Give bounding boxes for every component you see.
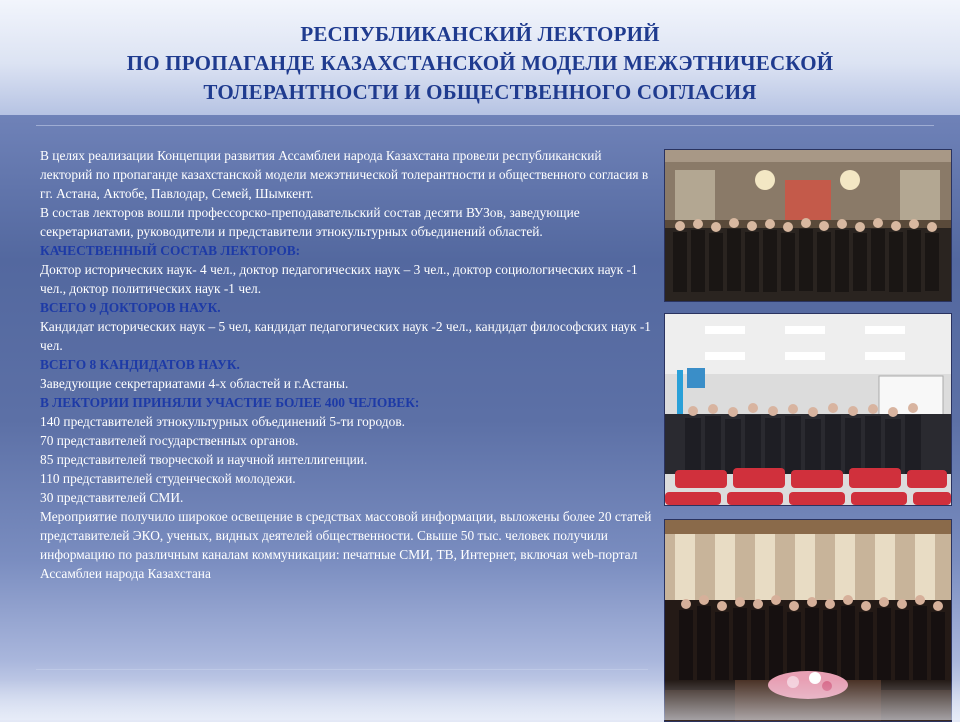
page-title	[0, 20, 960, 107]
doctors-paragraph: Доктор исторических наук- 4 чел., доктор педагогических наук – 3 чел., доктор социологических наук -1 чел., доктор политических наук -1 чел.	[40, 262, 638, 296]
lecturers-heading: КАЧЕСТВЕННЫЙ СОСТАВ ЛЕКТОРОВ:	[40, 243, 301, 258]
media-paragraph: Мероприятие получило широкое освещение в средствах массовой информации, выложены более 20 статей представителей ЭКО, ученых, видных деятелей общественности. Свыше 50 тыс. человек получили информацию по различным каналам коммуникации: печатные СМИ, ТВ, Интернет, включая web-портал Ассамблеи народа Казахстана	[40, 509, 652, 581]
top-divider	[36, 125, 934, 126]
intro-paragraph: В целях реализации Концепции развития Ассамблеи народа Казахстана провели республиканский лекторий по пропаганде казахстанской модели межэтнической толерантности и общественного согласия в гг. Астана, Актобе, Павлодар, Семей, Шымкент.	[40, 148, 649, 201]
bottom-divider	[36, 669, 648, 670]
title-line-3: ТОЛЕРАНТНОСТИ И ОБЩЕСТВЕННОГО СОГЛАСИЯ	[203, 80, 757, 104]
body-text	[40, 146, 656, 583]
lecturers-paragraph: В состав лекторов вошли профессорско-преподавательский состав десяти ВУЗов, заведующие секретариатами, руководители и представители этнокультурных объединений областей.	[40, 205, 580, 239]
group-photo-2	[664, 313, 952, 506]
participants-item: 30 представителей СМИ.	[40, 490, 184, 505]
title-line-1: РЕСПУБЛИКАНСКИЙ ЛЕКТОРИЙ	[300, 22, 660, 46]
title-line-2: ПО ПРОПАГАНДЕ КАЗАХСТАНСКОЙ МОДЕЛИ МЕЖЭТНИЧЕСКОЙ	[126, 51, 834, 75]
group-photo-1	[664, 149, 952, 302]
bottom-glow	[0, 680, 960, 720]
doctors-total: ВСЕГО 9 ДОКТОРОВ НАУК.	[40, 300, 221, 315]
candidates-total: ВСЕГО 8 КАНДИДАТОВ НАУК.	[40, 357, 240, 372]
participants-item: 110 представителей студенческой молодежи.	[40, 471, 296, 486]
participants-heading: В ЛЕКТОРИИ ПРИНЯЛИ УЧАСТИЕ БОЛЕЕ 400 ЧЕЛОВЕК:	[40, 395, 420, 410]
participants-item: 140 представителей этнокультурных объединений 5-ти городов.	[40, 414, 405, 429]
candidates-paragraph: Кандидат исторических наук – 5 чел, кандидат педагогических наук -2 чел., кандидат философских наук -1 чел.	[40, 319, 651, 353]
participants-item: 70 представителей государственных органов.	[40, 433, 299, 448]
participants-item: 85 представителей творческой и научной интеллигенции.	[40, 452, 368, 467]
secretariats-paragraph: Заведующие секретариатами 4-х областей и г.Астаны.	[40, 376, 349, 391]
